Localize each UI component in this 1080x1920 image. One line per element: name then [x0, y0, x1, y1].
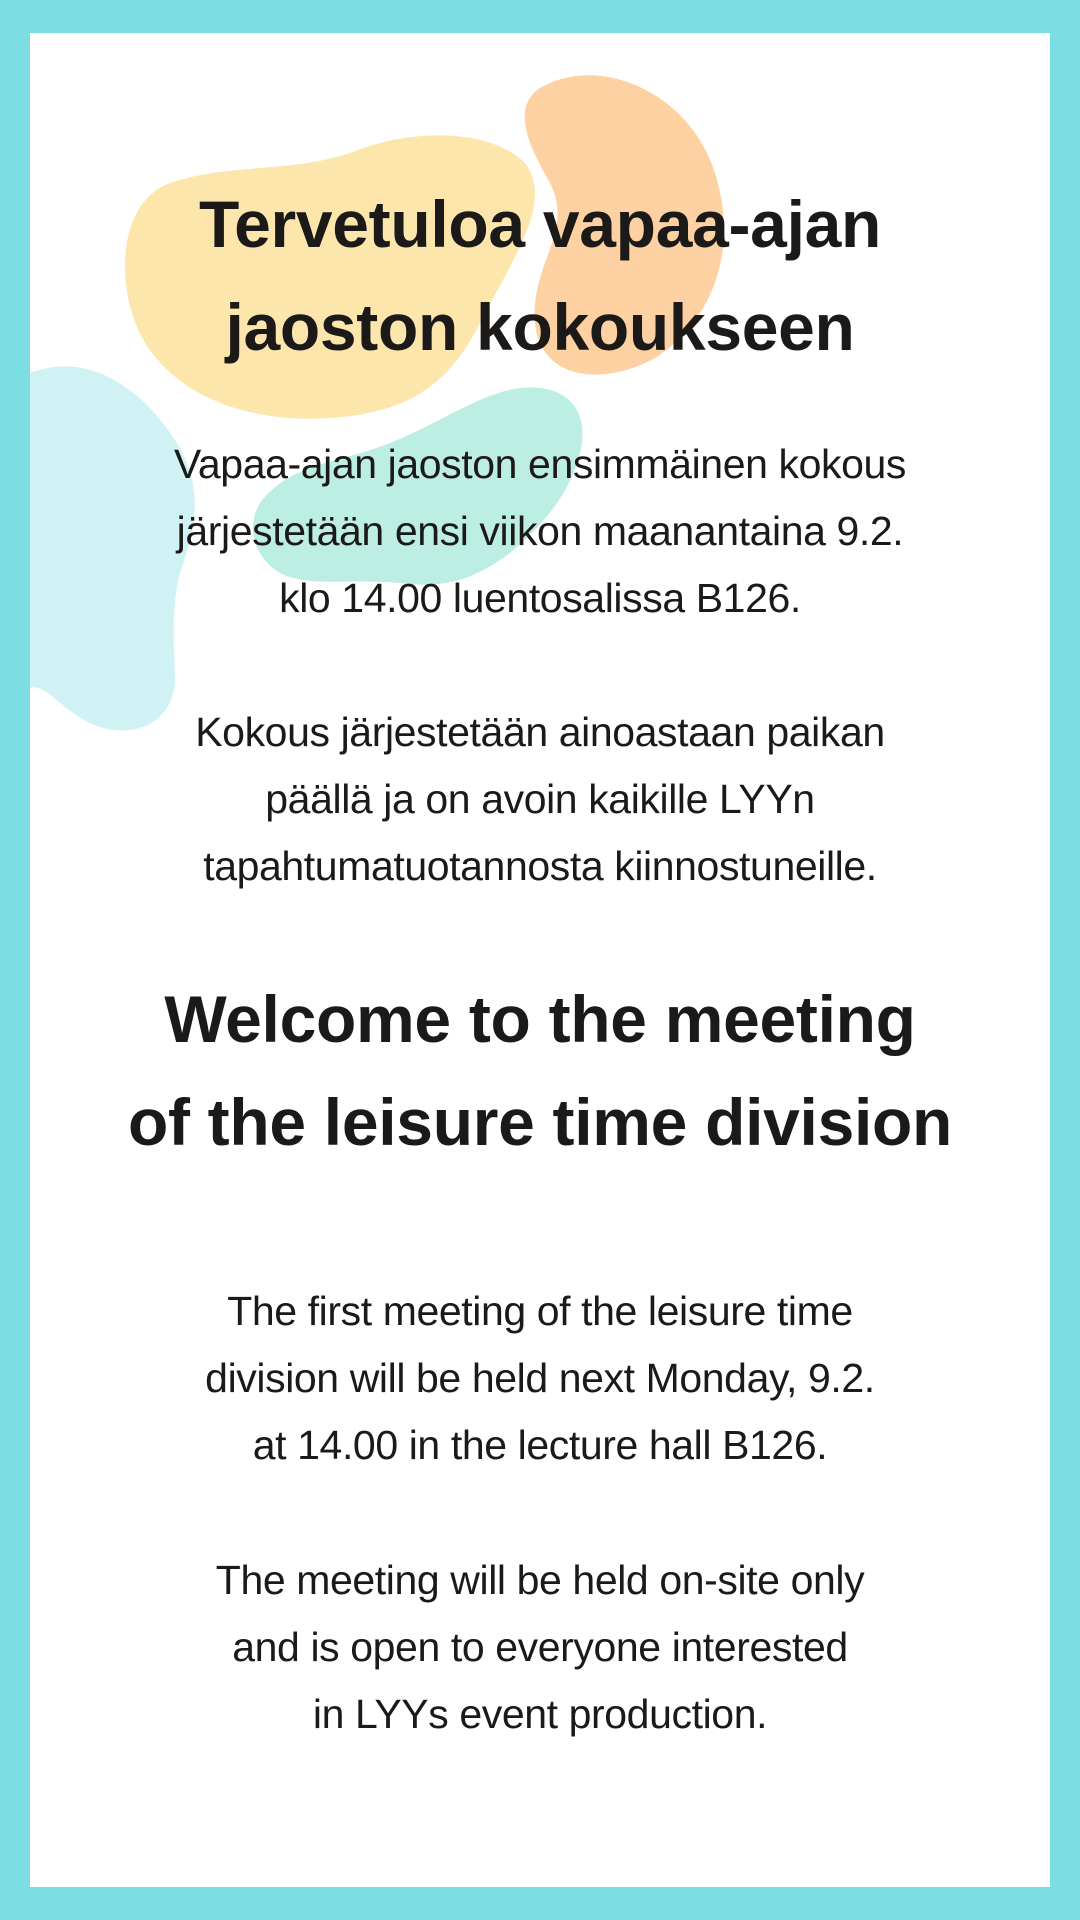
- poster-panel: [30, 33, 1050, 1887]
- finnish-paragraph-2: Kokous järjestetään ainoastaan paikan päällä ja on avoin kaikille LYYn tapahtumatuotannosta kiinnostuneille.: [195, 709, 885, 889]
- finnish-paragraph-1: Vapaa-ajan jaoston ensimmäinen kokous järjestetään ensi viikon maanantaina 9.2. klo 14.00 luentosalissa B126.: [173, 441, 906, 621]
- english-paragraph-2: The meeting will be held on-site only and is open to everyone interested in LYYs event production.: [215, 1557, 865, 1737]
- finnish-heading: Tervetuloa vapaa-ajan jaoston kokoukseen: [198, 187, 882, 364]
- english-paragraph-1: The first meeting of the leisure time division will be held next Monday, 9.2. at 14.00 in the lecture hall B126.: [205, 1288, 875, 1468]
- english-heading: Welcome to the meeting of the leisure time division: [127, 982, 953, 1159]
